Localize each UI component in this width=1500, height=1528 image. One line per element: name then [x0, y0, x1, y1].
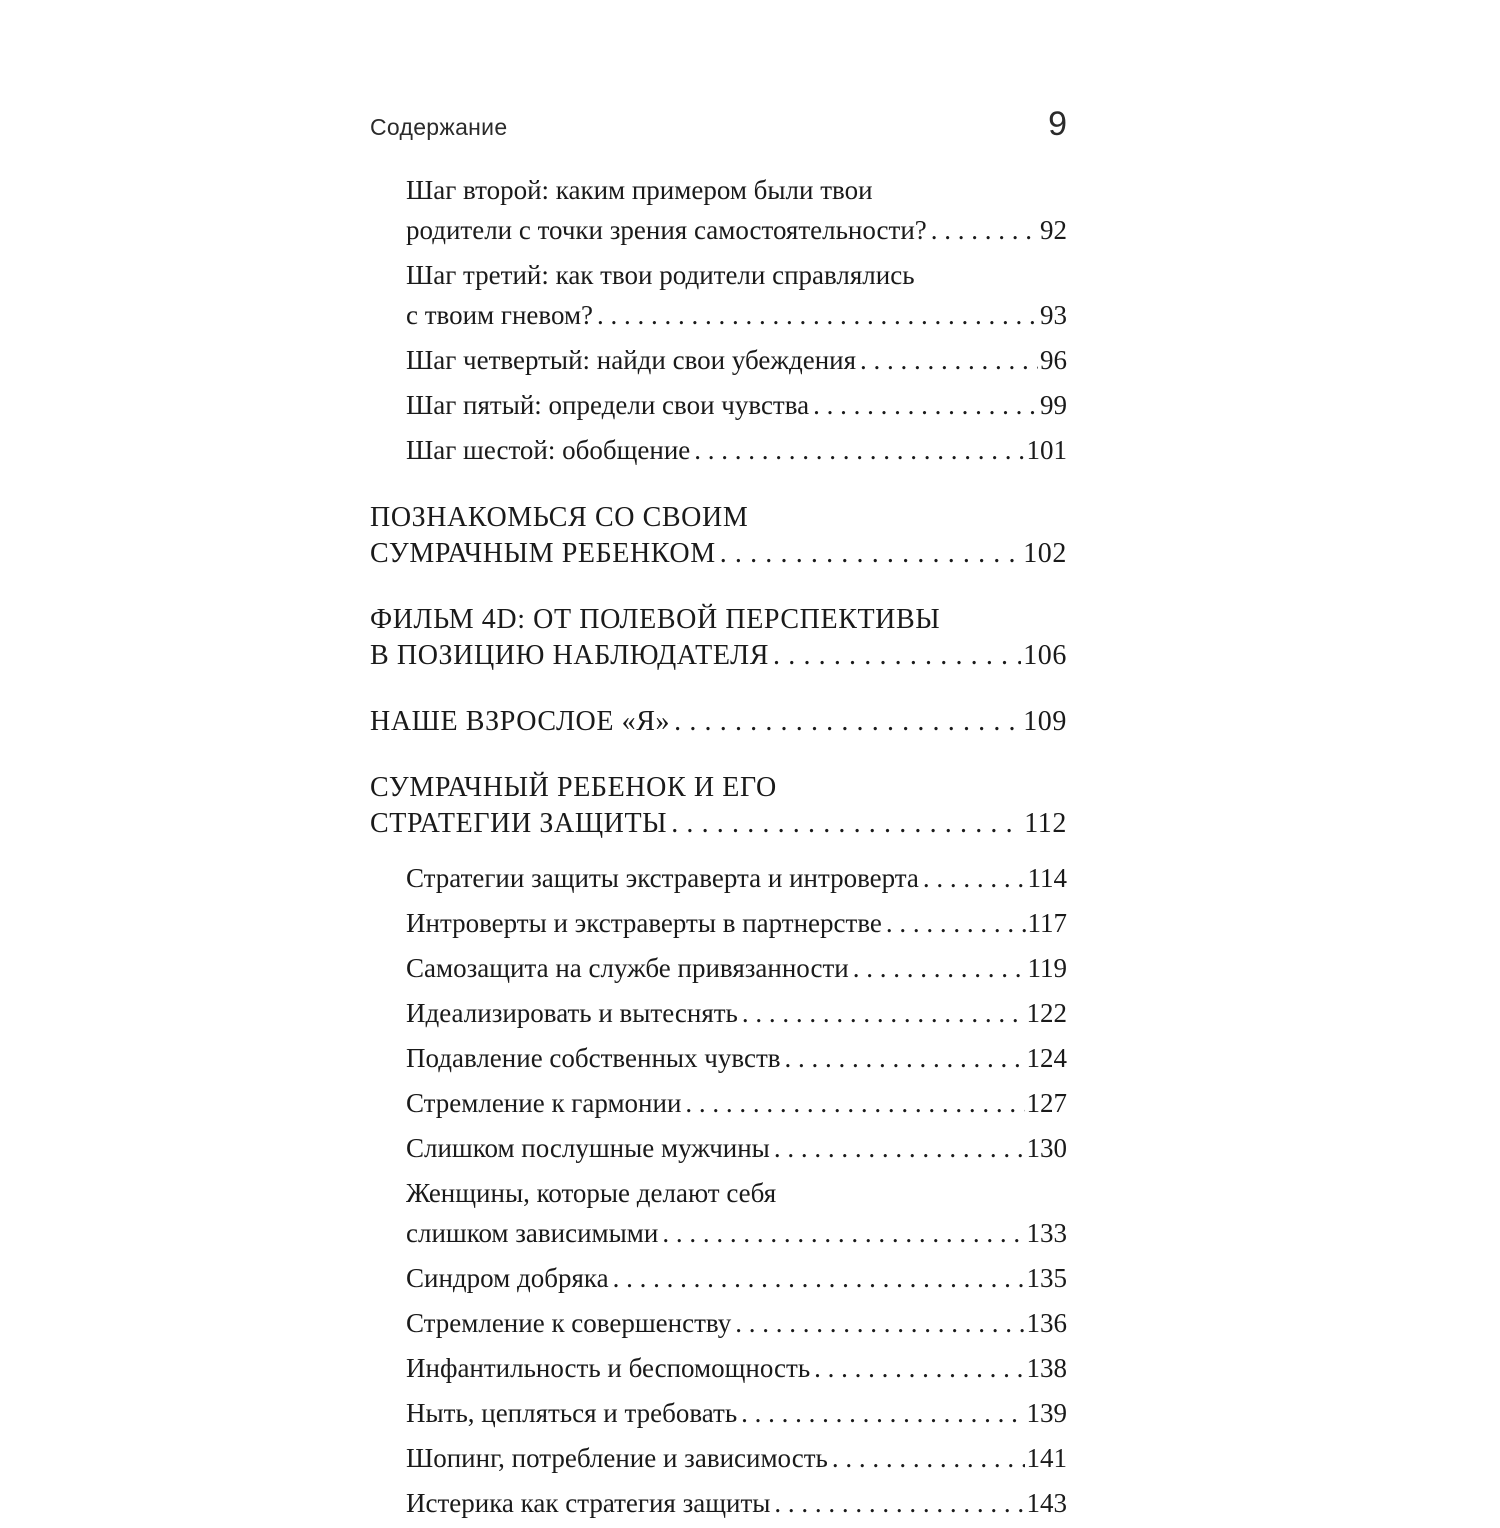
toc-entry-line [406, 1038, 1067, 1078]
dot-leader [613, 1258, 1025, 1298]
toc-entry-page-number: 92 [1040, 215, 1067, 245]
toc-entry-page-number: 114 [1027, 863, 1067, 893]
toc-entry-page-number: 109 [1023, 706, 1067, 737]
toc-entry-title: с твоим гневом? [406, 300, 594, 330]
toc-entry-title: Синдром добряка [406, 1263, 609, 1293]
page-header [370, 105, 1067, 144]
toc-entry-line [406, 1348, 1067, 1388]
toc-entry-title: слишком зависимыми [406, 1218, 659, 1248]
dot-leader [853, 948, 1026, 988]
toc-entry [370, 1348, 1067, 1388]
dot-leader [685, 1083, 1024, 1123]
dot-leader [814, 1348, 1024, 1388]
toc-entry [370, 1483, 1067, 1523]
dot-leader [923, 858, 1026, 898]
toc-entry [370, 903, 1067, 943]
toc-entry [370, 948, 1067, 988]
toc-entry-line [406, 170, 1067, 210]
toc-entry-line [370, 704, 1067, 740]
toc-entry-line [370, 536, 1067, 572]
toc-entry-page-number: 139 [1026, 1398, 1067, 1428]
toc-entry [370, 255, 1067, 335]
dot-leader [886, 903, 1026, 943]
toc-entry-line [406, 948, 1067, 988]
toc-entry-line [406, 340, 1067, 380]
toc-entry-title: СТРАТЕГИИ ЗАЩИТЫ [370, 808, 668, 839]
toc-entry-line [406, 255, 1067, 295]
toc-entry [370, 340, 1067, 380]
dot-leader [674, 704, 1021, 740]
toc-entry-line [406, 1173, 1067, 1213]
toc-entry [370, 993, 1067, 1033]
toc-entry-title: Интроверты и экстраверты в партнерстве [406, 908, 882, 938]
toc-entry-line [406, 1438, 1067, 1478]
toc-entry-title: Шаг шестой: обобщение [406, 435, 691, 465]
toc-entry-line [406, 858, 1067, 898]
page-number: 9 [1048, 105, 1067, 143]
toc-entry-line [406, 1483, 1067, 1523]
toc-entry-line [370, 770, 1067, 806]
toc-entry-line [370, 602, 1067, 638]
toc-entry-title: Инфантильность и беспомощность [406, 1353, 811, 1383]
toc-entry-page-number: 122 [1026, 998, 1067, 1028]
toc-entry-line [370, 638, 1067, 674]
toc-entry-page-number: 99 [1040, 390, 1067, 420]
toc-entry [370, 1258, 1067, 1298]
dot-leader [774, 1128, 1025, 1168]
dot-leader [931, 210, 1038, 250]
toc-entry [370, 430, 1067, 470]
toc-entry-line [406, 1128, 1067, 1168]
toc-entry [370, 1393, 1067, 1433]
toc-entry-line [406, 1303, 1067, 1343]
running-title: Содержание [370, 114, 508, 140]
dot-leader [720, 536, 1021, 572]
toc-entry-title: Шаг третий: как твои родители справлялись [406, 260, 915, 290]
toc-entry-title: ПОЗНАКОМЬСЯ СО СВОИМ [370, 502, 749, 533]
toc-entry [370, 602, 1067, 674]
toc-entry-page-number: 141 [1026, 1443, 1067, 1473]
toc-entry [370, 704, 1067, 740]
dot-leader [813, 385, 1038, 425]
toc-entry-line [370, 806, 1067, 842]
toc-entry-page-number: 124 [1026, 1043, 1067, 1073]
toc-entry [370, 858, 1067, 898]
toc-entry-title: Подавление собственных чувств [406, 1043, 781, 1073]
toc-entry-page-number: 127 [1026, 1088, 1067, 1118]
toc-entry-page-number: 96 [1040, 345, 1067, 375]
toc-entry [370, 170, 1067, 250]
toc-entry-title: Шаг пятый: определи свои чувства [406, 390, 810, 420]
toc-entry-title: Истерика как стратегия защиты [406, 1488, 771, 1518]
toc-entry-page-number: 136 [1026, 1308, 1067, 1338]
toc-entry-page-number: 117 [1027, 908, 1067, 938]
dot-leader [774, 1483, 1024, 1523]
toc-entry [370, 1173, 1067, 1253]
toc-entry-page-number: 102 [1023, 538, 1067, 569]
dot-leader [742, 993, 1025, 1033]
toc-entry-title: Стремление к гармонии [406, 1088, 682, 1118]
toc-entry-line [406, 1213, 1067, 1253]
dot-leader [662, 1213, 1024, 1253]
toc-entry-page-number: 143 [1026, 1488, 1067, 1518]
toc-entry-line [406, 385, 1067, 425]
book-page [370, 105, 1067, 1528]
toc-entry [370, 500, 1067, 572]
toc-entry [370, 1083, 1067, 1123]
toc-entry-page-number: 133 [1026, 1218, 1067, 1248]
toc-entry-page-number: 93 [1040, 300, 1067, 330]
toc-entry-page-number: 138 [1026, 1353, 1067, 1383]
toc-entry-title: Шаг четвертый: найди свои убеждения [406, 345, 857, 375]
toc-entry-title: Стремление к совершенству [406, 1308, 732, 1338]
toc-entry-line [370, 500, 1067, 536]
toc-entry-title: Самозащита на службе привязанности [406, 953, 849, 983]
toc-entry [370, 1128, 1067, 1168]
toc-entry-page-number: 106 [1023, 640, 1067, 671]
toc-entry [370, 770, 1067, 842]
toc-entry-title: Стратегии защиты экстраверта и интроверта [406, 863, 919, 893]
dot-leader [694, 430, 1024, 470]
toc-entry-line [406, 210, 1067, 250]
toc-entry-line [406, 993, 1067, 1033]
toc-entry-title: Женщины, которые делают себя [406, 1178, 777, 1208]
toc-entry-title: Шопинг, потребление и зависимость [406, 1443, 828, 1473]
toc-entry-page-number: 119 [1027, 953, 1067, 983]
dot-leader [741, 1393, 1024, 1433]
dot-leader [785, 1038, 1025, 1078]
toc-entry-page-number: 112 [1024, 808, 1067, 839]
toc-entry-title: Слишком послушные мужчины [406, 1133, 770, 1163]
toc-entry [370, 1438, 1067, 1478]
toc-entry-title: родители с точки зрения самостоятельности? [406, 215, 927, 245]
dot-leader [597, 295, 1038, 335]
toc-entry-title: ФИЛЬМ 4D: ОТ ПОЛЕВОЙ ПЕРСПЕКТИВЫ [370, 604, 941, 635]
toc-entry-title: СУМРАЧНЫМ РЕБЕНКОМ [370, 538, 716, 569]
toc-entry-line [406, 1393, 1067, 1433]
dot-leader [832, 1438, 1025, 1478]
toc-entry-title: СУМРАЧНЫЙ РЕБЕНОК И ЕГО [370, 772, 777, 803]
toc-entry-line [406, 1083, 1067, 1123]
toc-entry-title: Идеализировать и вытеснять [406, 998, 738, 1028]
toc-entry [370, 1303, 1067, 1343]
toc-entry-line [406, 295, 1067, 335]
dot-leader [671, 806, 1022, 842]
toc-entry-title: Шаг второй: каким примером были твои [406, 175, 873, 205]
dot-leader [860, 340, 1038, 380]
toc-entry-title: Ныть, цепляться и требовать [406, 1398, 738, 1428]
toc-entry-page-number: 101 [1026, 435, 1067, 465]
toc-entry-page-number: 135 [1026, 1263, 1067, 1293]
dot-leader [773, 638, 1021, 674]
toc-entry [370, 385, 1067, 425]
toc-list [370, 170, 1067, 1523]
toc-entry [370, 1038, 1067, 1078]
toc-entry-title: НАШЕ ВЗРОСЛОЕ «Я» [370, 706, 671, 737]
toc-entry-page-number: 130 [1026, 1133, 1067, 1163]
toc-entry-line [406, 430, 1067, 470]
toc-entry-title: В ПОЗИЦИЮ НАБЛЮДАТЕЛЯ [370, 640, 770, 671]
dot-leader [735, 1303, 1024, 1343]
toc-entry-line [406, 1258, 1067, 1298]
toc-entry-line [406, 903, 1067, 943]
